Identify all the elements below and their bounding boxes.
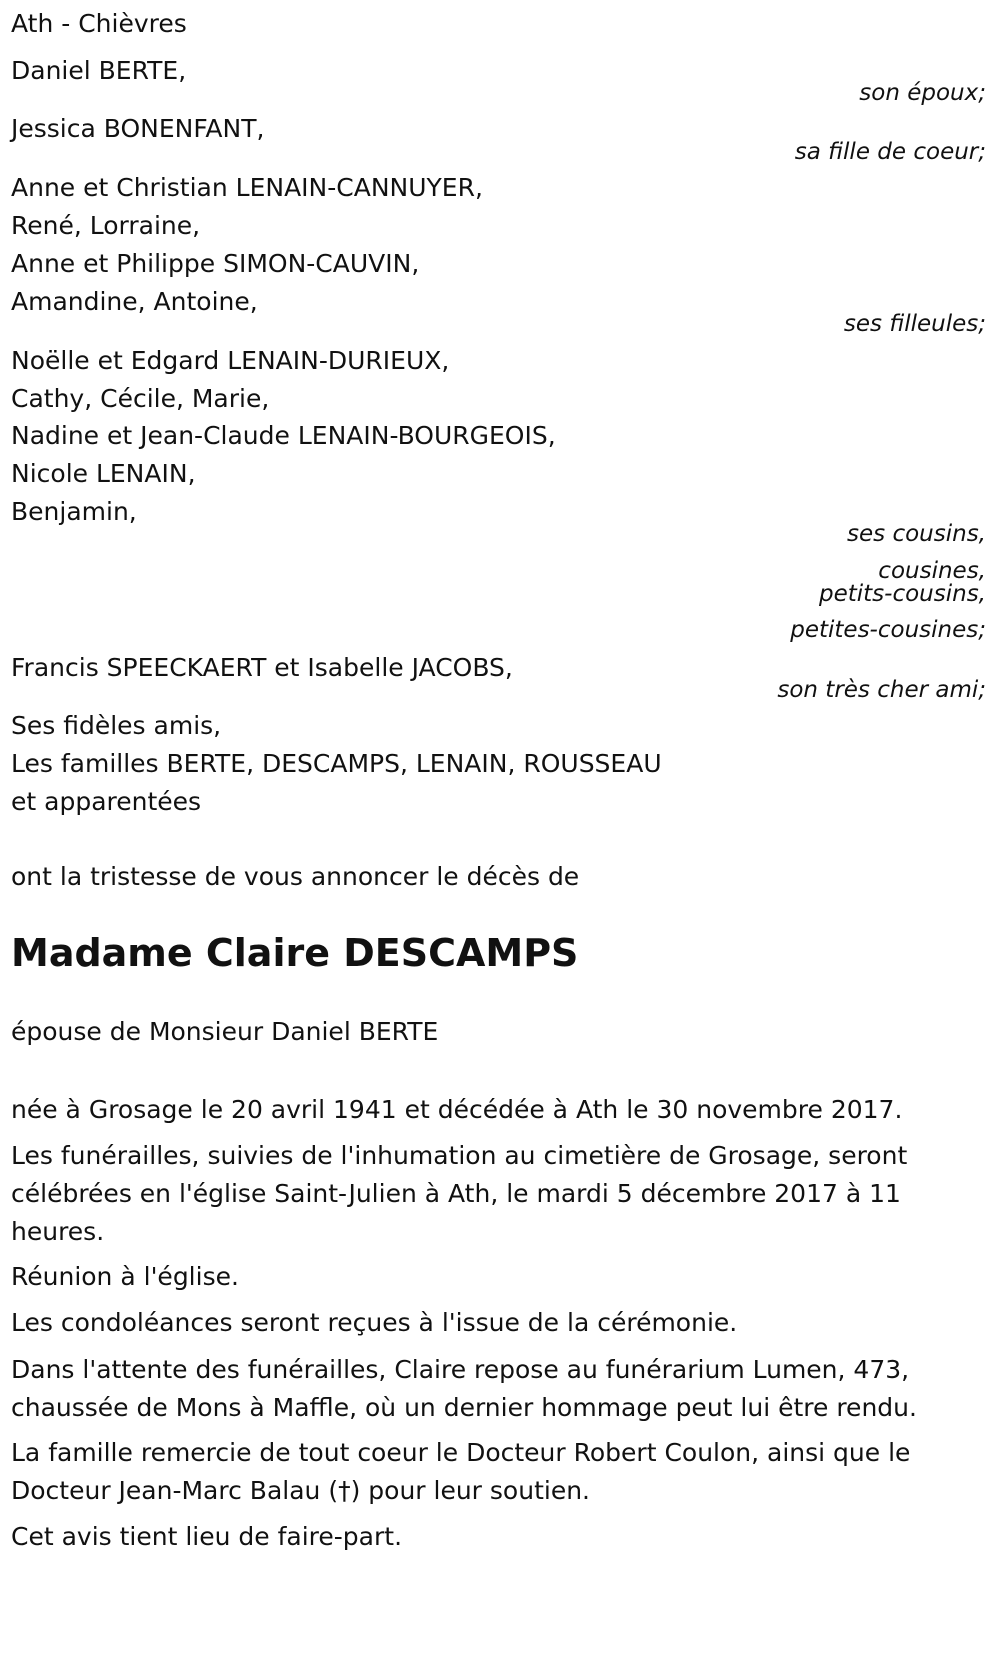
family-line: Benjamin, [11,497,137,526]
birth-death-line: née à Grosage le 20 avril 1941 et décédée à Ath le 30 novembre 2017. [11,1095,903,1124]
family-line: Les familles BERTE, DESCAMPS, LENAIN, ROUSSEAU [11,749,662,778]
family-line: Anne et Christian LENAIN-CANNUYER, [11,173,483,202]
family-line: Noëlle et Edgard LENAIN-DURIEUX, [11,346,450,375]
rest-text: chaussée de Mons à Maffle, où un dernier hommage peut lui être rendu. [11,1393,917,1422]
relationship-label: son très cher ami; [777,677,986,703]
family-line: Daniel BERTE, [11,56,187,85]
relationship-label: son époux; [859,80,986,106]
relationship-label: petites-cousines; [790,617,986,643]
relationship-label: sa fille de coeur; [794,139,986,165]
meeting-text: Réunion à l'église. [11,1262,239,1291]
condolences-text: Les condoléances seront reçues à l'issue de la cérémonie. [11,1308,738,1337]
thanks-text: Docteur Jean-Marc Balau (†) pour leur soutien. [11,1476,590,1505]
family-line: Nadine et Jean-Claude LENAIN-BOURGEOIS, [11,421,556,450]
family-line: Amandine, Antoine, [11,287,258,316]
family-line: Nicole LENAIN, [11,459,196,488]
thanks-text: La famille remercie de tout coeur le Docteur Robert Coulon, ainsi que le [11,1438,911,1467]
family-line: Cathy, Cécile, Marie, [11,384,270,413]
family-line: Francis SPEECKAERT et Isabelle JACOBS, [11,653,513,682]
relationship-label: ses filleules; [843,311,986,337]
family-line: René, Lorraine, [11,211,201,240]
family-line: Anne et Philippe SIMON-CAUVIN, [11,249,420,278]
relationship-label: ses cousins, [847,521,986,547]
relationship-label: petits-cousins, [819,581,986,607]
family-line: Ses fidèles amis, [11,711,222,740]
spouse-line: épouse de Monsieur Daniel BERTE [11,1017,439,1046]
rest-text: Dans l'attente des funérailles, Claire repose au funérarium Lumen, 473, [11,1355,910,1384]
family-line: et apparentées [11,787,202,816]
announcement-text: ont la tristesse de vous annoncer le décès de [11,862,580,891]
funeral-text: célébrées en l'église Saint-Julien à Ath, le mardi 5 décembre 2017 à 11 [11,1179,901,1208]
notice-text: Cet avis tient lieu de faire-part. [11,1522,403,1551]
relationship-label: cousines, [878,558,986,584]
family-line: Jessica BONENFANT, [11,114,265,143]
funeral-text: Les funérailles, suivies de l'inhumation au cimetière de Grosage, seront [11,1141,908,1170]
funeral-text: heures. [11,1217,105,1246]
location-header: Ath - Chièvres [11,9,187,38]
deceased-name: Madame Claire DESCAMPS [11,931,579,975]
